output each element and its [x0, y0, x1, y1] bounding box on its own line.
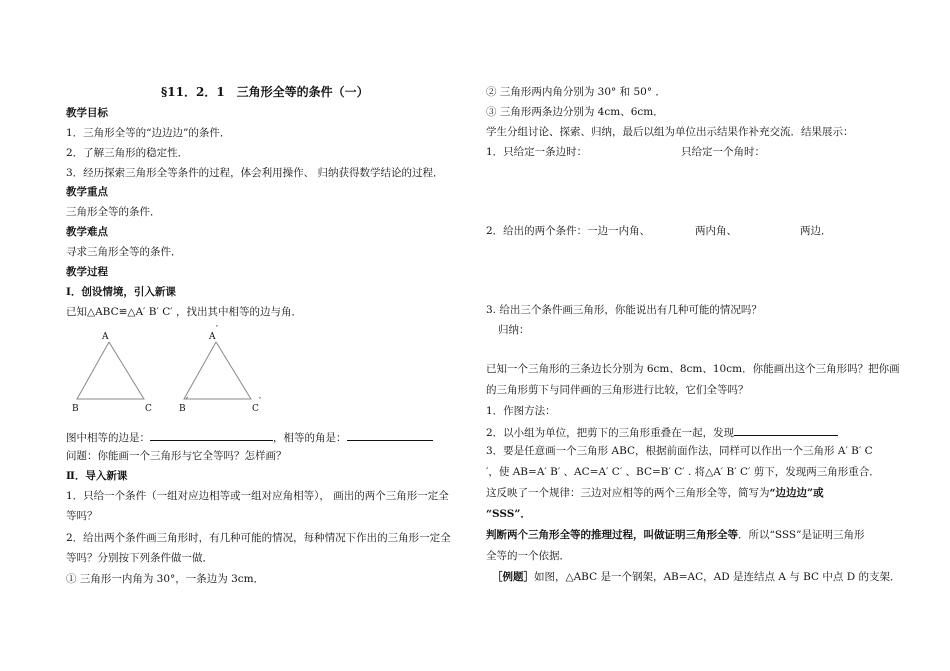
method-3-line-2: ′，使 AB=A′ B′ 、AC=A′ C′ 、BC=B′ C′ . 将△A′ B′ C′ 剪下，发现两三角形重合． — [486, 466, 880, 478]
method-2 — [486, 424, 838, 440]
result-2-two-angles: 两内角、 — [695, 225, 737, 237]
condition-2: ② 三角形两内角分别为 30° 和 50° ． — [486, 86, 666, 98]
rule-line — [486, 486, 824, 500]
vertex-c-prime-label: C — [252, 404, 259, 414]
judge-line-2: 全等的一个依据． — [486, 550, 570, 562]
difficulty-heading: 教学难点 — [66, 226, 108, 238]
prime-mark: ′ — [216, 325, 219, 335]
section-1-heading: Ⅰ．创设情境，引入新课 — [66, 286, 176, 298]
example-label: ［例题］ — [492, 571, 534, 583]
equal-angles-label: 相等的角是： — [283, 432, 347, 444]
paragraph-1-line-1: 1．只给一个条件（一组对应边相等或一组对应角相等）， 画出的两个三角形一定全 — [66, 490, 449, 502]
goal-2: 2．了解三角形的稳定性． — [66, 147, 189, 159]
key-heading: 教学重点 — [66, 186, 108, 198]
paragraph-2-line-2: 等吗？分别按下列条件做一做． — [66, 552, 213, 564]
rule-bold-text: “边边边”或 — [769, 487, 824, 499]
difficulty-text: 寻求三角形全等的条件． — [66, 246, 182, 258]
example-line — [492, 570, 900, 584]
method-2-text: 2．以小组为单位，把剪下的三角形重叠在一起，发现 — [486, 427, 735, 439]
page-title: §11．2．1 三角形全等的条件（一） — [161, 85, 369, 99]
question-line-1: 已知一个三角形的三条边长分别为 6cm、8cm、10cm．你能画出这个三角形吗？把你画 — [486, 363, 900, 375]
summary-label: 归纳： — [498, 324, 530, 336]
triangle-figures — [60, 322, 280, 422]
sss-text: “SSS”． — [486, 508, 531, 520]
judge-bold-text: 判断两个三角形全等的推理过程，叫做证明三角形全等 — [486, 529, 738, 541]
question-text: 问题：你能画一个三角形与它全等吗？怎样画？ — [66, 450, 287, 462]
vertex-c-label: C — [145, 404, 152, 414]
key-text: 三角形全等的条件． — [66, 206, 161, 218]
method-3-line-1: 3．要是任意画一个三角形 ABC，根据前面作法，同样可以作出一个三角形 A′ B′ C — [486, 445, 873, 457]
result-2-side-angle: 2．给出的两个条件：一边一内角、 — [486, 225, 651, 237]
triangle-abc — [72, 332, 152, 414]
goal-3: 3．经历探索三角形全等条件的过程，体会利用操作、 归纳获得数学结论的过程． — [66, 167, 444, 179]
vertex-a-label: A — [102, 332, 109, 342]
section-2-heading: Ⅱ．导入新课 — [66, 470, 128, 482]
rule-text: 这反映了一个规律：三边对应相等的两个三角形全等，简写为 — [486, 487, 770, 499]
vertex-b-label: B — [72, 404, 79, 414]
result-3-text: 3. 给出三个条件画三角形，你能说出有几种可能的情况吗？ — [486, 304, 762, 316]
vertex-a-prime-label: A — [209, 332, 216, 342]
process-heading: 教学过程 — [66, 266, 108, 278]
discussion-text: 学生分组讨论、探索、归纳，最后以组为单位出示结果作补充交流．结果展示： — [486, 126, 854, 138]
result-2-two-sides: 两边． — [800, 225, 832, 237]
equal-sides-blank — [150, 429, 273, 441]
example-text: 如图，△ABC 是一个钢架，AB=AC，AD 是连结点 A 与 BC 中点 D 的支架． — [534, 571, 901, 583]
discovery-blank — [734, 424, 838, 436]
vertex-b-prime-label: B — [179, 404, 186, 414]
result-1-edge: 1．只给定一条边时： — [486, 146, 588, 158]
method-1: 1．作图方法： — [486, 405, 556, 417]
prime-mark: ′ — [259, 397, 262, 407]
result-1-angle: 只给定一个角时： — [681, 146, 765, 158]
judge-line — [486, 528, 864, 542]
condition-1: ① 三角形一内角为 30°，一条边为 3cm． — [66, 573, 265, 585]
goals-heading: 教学目标 — [66, 107, 108, 119]
equal-sides-label: 图中相等的边是： — [66, 432, 150, 444]
paragraph-2-line-1: 2．给出两个条件画三角形时，有几种可能的情况，每种情况下作出的三角形一定全 — [66, 532, 451, 544]
condition-3: ③ 三角形两条边分别为 4cm、6cm． — [486, 106, 664, 118]
equal-angles-blank — [347, 429, 433, 441]
equal-sides-line: 图中相等的边是： ，相等的角是： — [66, 429, 433, 445]
question-line-2: 的三角形剪下与同伴画的三角形进行比较，它们全等吗？ — [486, 384, 749, 396]
paragraph-1-line-2: 等吗？ — [66, 510, 98, 522]
section-1-text: 已知△ABC≌△A′ B′ C′ ，找出其中相等的边与角． — [66, 306, 302, 318]
goal-1: 1．三角形全等的“边边边”的条件． — [66, 127, 231, 139]
prime-mark: ′ — [186, 397, 189, 407]
judge-rest-text: ．所以“SSS”是证明三角形 — [738, 529, 865, 541]
triangle-a-prime-b-prime-c-prime — [179, 325, 261, 414]
